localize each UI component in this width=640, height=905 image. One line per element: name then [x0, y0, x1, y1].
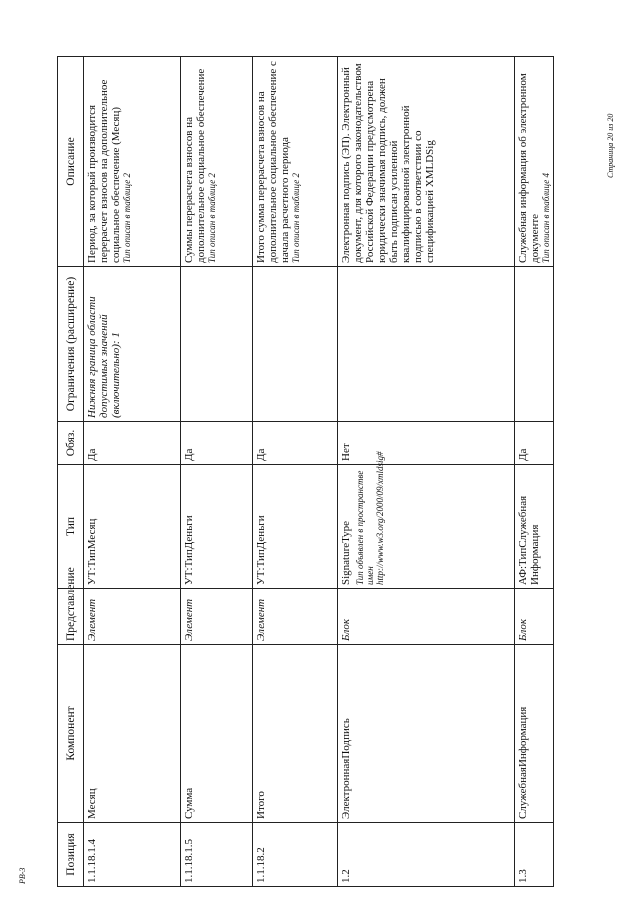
description-text: Электронная подпись (ЭП). Электронный документ, для которого законодательством Российской Федерации предусмотрена юридически значимая подпись, должен быть подписан усиленной квалифицированной электронной подписью в соответствии со спецификацией XMLDSig	[340, 63, 436, 263]
description-text: Итого сумма перерасчета взносов на дополнительное социальное обеспечение с начала расчетного периода	[255, 61, 291, 263]
cell-component: Месяц	[84, 645, 181, 823]
cell-required: Да	[181, 422, 253, 465]
type-value: УТ:ТипДеньги	[183, 515, 195, 585]
table-row	[515, 57, 554, 887]
footer-doc-code	[18, 867, 28, 904]
cell-representation: Элемент	[181, 589, 253, 645]
footer-page-number-text: Страница 20 из 20	[606, 113, 615, 178]
cell-component: Итого	[253, 645, 338, 823]
cell-position: 1.3	[515, 823, 554, 887]
type-value: АФ:ТипСлужебная Информация	[517, 495, 541, 585]
cell-description	[338, 57, 515, 267]
cell-restrictions	[338, 267, 515, 422]
description-note: Тип описан в таблице 2	[291, 173, 301, 263]
cell-component: СлужебнаяИнформация	[515, 645, 554, 823]
cell-representation: Элемент	[253, 589, 338, 645]
cell-restrictions: Нижняя граница области допустимых значений (включительно): 1	[84, 267, 181, 422]
cell-component: Сумма	[181, 645, 253, 823]
cell-component: ЭлектроннаяПодпись	[338, 645, 515, 823]
description-note: Тип описан в таблице 4	[541, 173, 551, 263]
cell-type	[515, 465, 554, 589]
cell-description	[181, 57, 253, 267]
table-row	[84, 57, 181, 887]
header-description: Описание	[58, 57, 84, 267]
cell-type	[84, 465, 181, 589]
type-value: SignatureType	[340, 521, 352, 585]
cell-restrictions	[181, 267, 253, 422]
cell-type	[253, 465, 338, 589]
type-value: УТ:ТипМесяц	[86, 518, 98, 585]
type-note: Тип объявлен в пространстве имен http://www.w3.org/2000/09/xmldsig#	[355, 451, 385, 585]
header-position: Позиция	[58, 823, 84, 887]
cell-type	[181, 465, 253, 589]
cell-description	[253, 57, 338, 267]
footer-page-number	[606, 113, 618, 178]
description-text: Служебная информация об электронном документе	[517, 73, 541, 263]
table-row	[253, 57, 338, 887]
cell-position: 1.1.18.1.4	[84, 823, 181, 887]
cell-description	[515, 57, 554, 267]
cell-required: Да	[253, 422, 338, 465]
cell-position: 1.2	[338, 823, 515, 887]
cell-representation: Элемент	[84, 589, 181, 645]
cell-position: 1.1.18.1.5	[181, 823, 253, 887]
table-header-row	[58, 57, 84, 887]
header-required: Обяз.	[58, 422, 84, 465]
description-text: Суммы перерасчета взносов на дополнительное социальное обеспечение	[183, 68, 207, 263]
header-restrictions: Ограничения (расширение)	[58, 267, 84, 422]
header-type: Тип	[58, 465, 84, 589]
header-component: Компонент	[58, 645, 84, 823]
footer-doc-code-text: РВ-3	[18, 867, 27, 884]
description-note: Тип описан в таблице 2	[207, 173, 217, 263]
description-text: Период, за который производится перерасчет взносов на дополнительное социальное обеспечение (Месяц)	[86, 79, 122, 263]
cell-description	[84, 57, 181, 267]
cell-required: Да	[84, 422, 181, 465]
cell-position: 1.1.18.2	[253, 823, 338, 887]
table-row	[181, 57, 253, 887]
cell-required: Нет	[338, 422, 515, 465]
cell-restrictions	[253, 267, 338, 422]
rotated-table-wrapper	[57, 61, 551, 888]
cell-representation: Блок	[515, 589, 554, 645]
cell-required: Да	[515, 422, 554, 465]
description-note: Тип описан в таблице 2	[122, 173, 132, 263]
rotated-table	[57, 57, 551, 887]
header-representation: Представление	[58, 589, 84, 645]
cell-restrictions	[515, 267, 554, 422]
specification-table	[57, 56, 554, 887]
table-row	[338, 57, 515, 887]
type-value: УТ:ТипДеньги	[255, 515, 267, 585]
cell-representation: Блок	[338, 589, 515, 645]
